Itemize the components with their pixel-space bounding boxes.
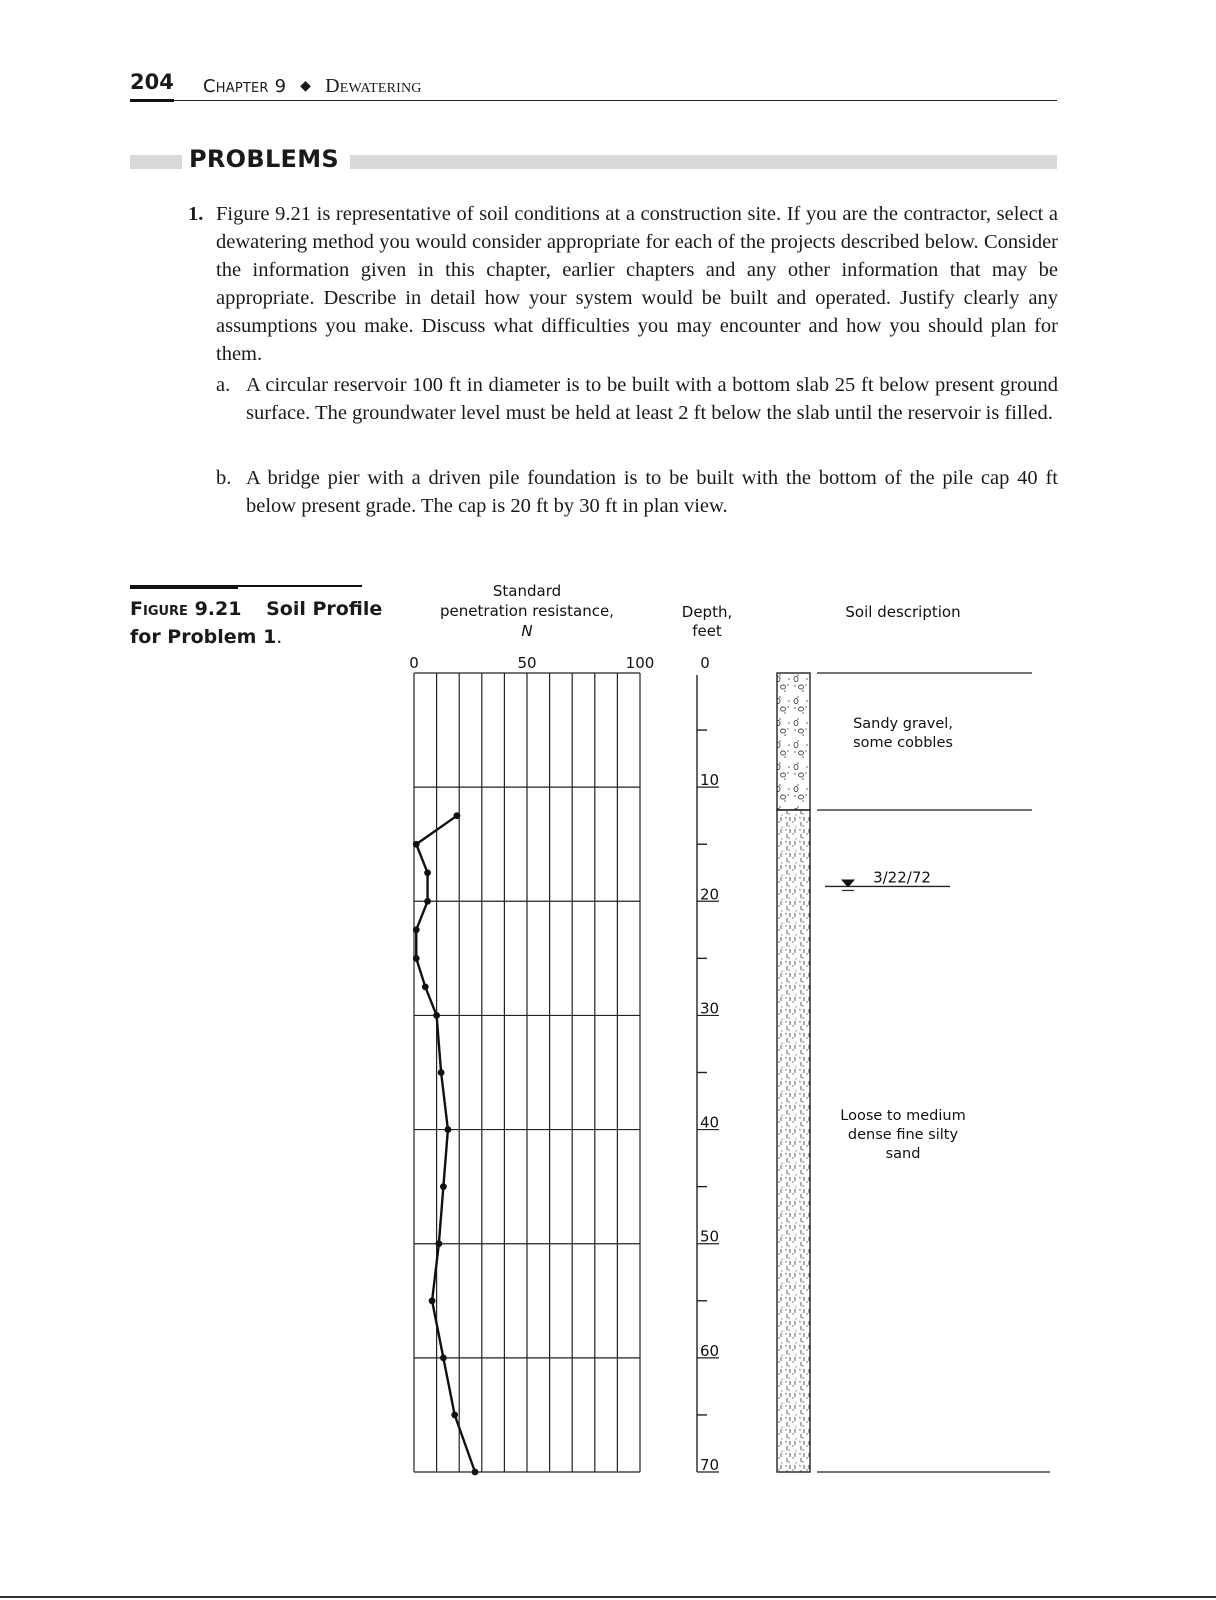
depth-tick-label: 0 [700, 654, 710, 672]
depth-axis-label: feet [692, 622, 722, 640]
chart-layer [409, 582, 1050, 1475]
problem-1-text: Figure 9.21 is representative of soil conditions at a construction site. If you are the contractor, select a dewatering method you would consider appropriate for each of the projects described below. Consider the information given in this chapter, earlier chapters and any other information that may be appropriate. Describe in detail how your system would be built and operated. Justify clearly any assumptions you make. Discuss what difficulties you may encounter and how you should plan for them. [216, 203, 1058, 365]
depth-tick-label: 30 [700, 999, 720, 1018]
soil-layer-gravel [777, 673, 810, 810]
spt-n-data-point [451, 1412, 458, 1419]
soil-description-text: dense fine silty [847, 1126, 959, 1143]
chapter-prefix: Chapter 9 [203, 76, 287, 97]
spt-n-data-point [413, 841, 420, 848]
depth-tick-label: 20 [700, 885, 720, 904]
chapter-title: Dewatering [325, 75, 422, 97]
soil-description-text: sand [885, 1145, 921, 1162]
spt-n-data-point [440, 1183, 447, 1190]
spt-n-data-point [424, 898, 431, 905]
header-separator: ◆ [300, 78, 312, 94]
figure-label: Figure [130, 598, 188, 620]
page-number: 204 [130, 70, 174, 102]
depth-tick-label: 70 [700, 1456, 720, 1474]
part-a-text: A circular reservoir 100 ft in diameter is to be built with a bottom slab 25 ft below present ground surface. The groundwater level must be held at least 2 ft below the slab until the reservoir is filled. [246, 374, 1058, 424]
spt-n-data-point [433, 1012, 440, 1019]
spt-n-data-point [422, 983, 429, 990]
soil-description-text: Loose to medium [840, 1107, 966, 1124]
soil-description-text: Sandy gravel, [853, 715, 953, 732]
soil-description-header: Soil description [845, 603, 961, 621]
part-a-label: a. [216, 374, 231, 396]
section-title: PROBLEMS [189, 145, 340, 173]
spt-n-data-point [445, 1126, 452, 1133]
problem-1-number: 1. [188, 203, 204, 225]
spt-n-series-line [416, 816, 475, 1472]
depth-tick-label: 60 [700, 1341, 720, 1360]
depth-tick-label: 10 [700, 771, 720, 790]
spt-n-data-point [413, 955, 420, 962]
chart-title-line: penetration resistance, [440, 602, 614, 620]
spt-n-data-point [440, 1354, 447, 1361]
figure-title: Soil Profile [266, 598, 383, 620]
spt-n-data-point [435, 1240, 442, 1247]
spt-n-data-point [429, 1297, 436, 1304]
water-table-label: 3/22/72 [873, 868, 931, 887]
depth-axis-label: Depth, [681, 603, 733, 621]
soil-layer-silty-sand [777, 810, 810, 1472]
spt-n-data-point [472, 1469, 479, 1476]
soil-description-text: some cobbles [853, 734, 953, 751]
x-tick-label: 0 [409, 654, 419, 672]
depth-tick-label: 50 [700, 1227, 720, 1246]
spt-n-data-point [413, 926, 420, 933]
page-bottom-rule [0, 1596, 1216, 1598]
x-tick-label: 50 [517, 654, 537, 672]
part-b-text: A bridge pier with a driven pile foundation is to be built with the bottom of the pile cap 40 ft below present grade. The cap is 20 ft by 30 ft in plan view. [246, 467, 1058, 517]
spt-n-data-point [424, 869, 431, 876]
chart-title-line: N [521, 622, 533, 640]
figure-caption-period: . [276, 626, 283, 648]
spt-n-data-point [438, 1069, 445, 1076]
x-tick-label: 100 [625, 654, 655, 672]
spt-n-data-point [454, 812, 461, 819]
chart-title-line: Standard [492, 582, 562, 600]
part-b-label: b. [216, 467, 232, 489]
depth-tick-label: 40 [700, 1113, 720, 1132]
figure-caption-line2: for Problem 1 [130, 626, 277, 648]
figure-number: 9.21 [194, 598, 242, 620]
